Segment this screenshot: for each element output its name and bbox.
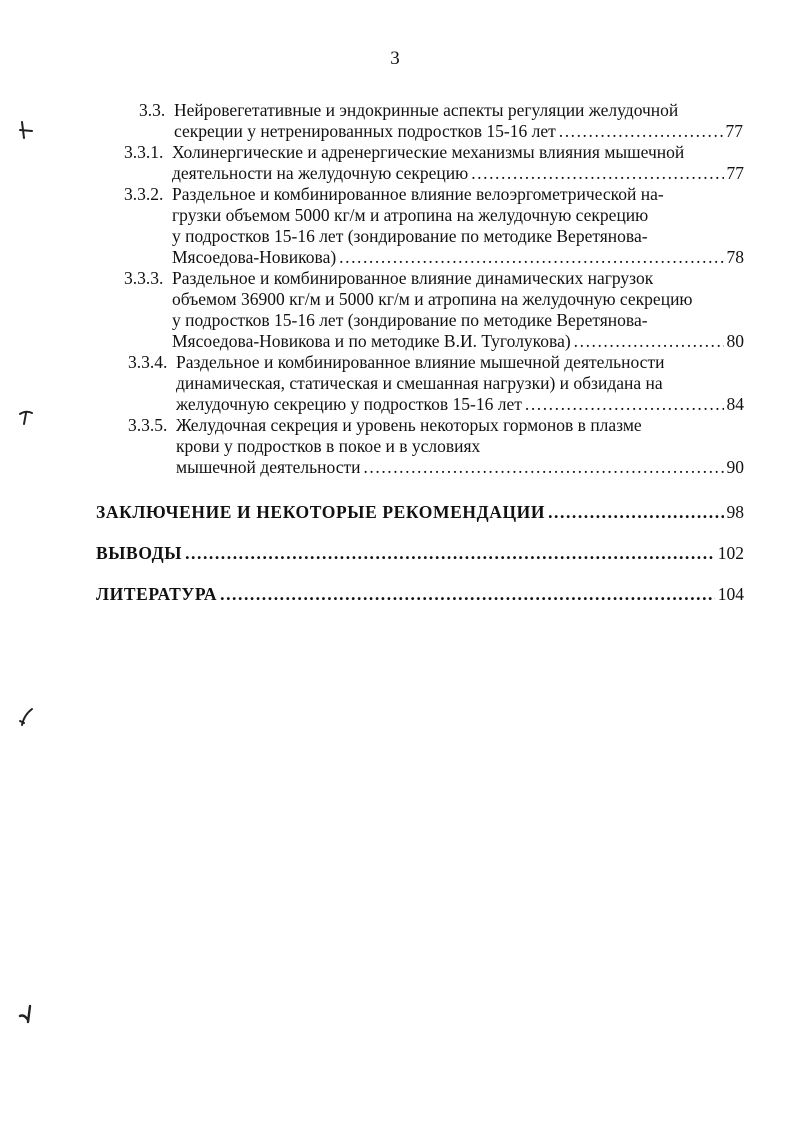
toc-entry-line: Мясоедова-Новикова): [172, 247, 337, 267]
toc-page-number: 78: [726, 247, 744, 267]
toc-entry-3-3-3: [124, 268, 744, 352]
toc-entry-3-3: [139, 100, 743, 142]
toc-entry-line: Нейровегетативные и эндокринные аспекты регуляции желудочной: [174, 100, 679, 120]
toc-entry-last-line: [174, 121, 743, 142]
toc-entry-line: у подростков 15-16 лет (зондирование по методике Веретянова-: [172, 226, 648, 246]
toc-entry-last-line: [172, 163, 744, 184]
toc-page-number: 84: [726, 394, 744, 414]
toc-page-number: 77: [725, 121, 743, 141]
toc-entry-line: Раздельное и комбинированное влияние мышечной деятельности: [176, 352, 665, 372]
toc-entry-line: Раздельное и комбинированное влияние динамических нагрузок: [172, 268, 654, 288]
toc-entry-last-line: [172, 331, 744, 352]
toc-entry-line: секреции у нетренированных подростков 15-16 лет: [174, 121, 556, 141]
toc-entry-line: мышечной деятельности: [176, 457, 361, 477]
margin-mark-icon: [14, 404, 38, 428]
toc-page-number: 102: [717, 543, 744, 563]
dot-leader: [185, 543, 715, 564]
toc-page-number: 104: [717, 584, 744, 604]
toc-entry-number: 3.3.5.: [128, 415, 168, 435]
toc-page-number: 80: [726, 331, 744, 351]
toc-entry-3-3-5: [128, 415, 744, 478]
toc-entry-number: 3.3.: [139, 100, 166, 120]
page-number: 3: [390, 48, 400, 69]
toc-entry-last-line: [176, 394, 744, 415]
toc-page-number: 77: [726, 163, 744, 183]
toc-entry-line: у подростков 15-16 лет (зондирование по методике Веретянова-: [172, 310, 648, 330]
toc-entry-last-line: [172, 247, 744, 268]
toc-entry-3-3-2: [124, 184, 744, 268]
toc-page-number: 90: [726, 457, 744, 477]
toc-entry-number: 3.3.4.: [128, 352, 168, 372]
toc-entry-line: крови у подростков в покое и в условиях: [176, 436, 481, 456]
dot-leader: [339, 247, 723, 268]
toc-page-number: 98: [726, 502, 744, 522]
dot-leader: [471, 163, 723, 184]
toc-major-conclusion: [96, 502, 744, 523]
dot-leader: [559, 121, 723, 142]
dot-leader: [548, 502, 723, 523]
toc-entry-line: грузки объемом 5000 кг/м и атропина на желудочную секрецию: [172, 205, 649, 225]
margin-mark-icon: [14, 118, 38, 142]
toc-major-conclusions: [96, 543, 744, 564]
dot-leader: [574, 331, 724, 352]
toc-entry-line: динамическая, статическая и смешанная нагрузки) и обзидана на: [176, 373, 663, 393]
margin-mark-icon: [14, 705, 38, 729]
toc-entry-number: 3.3.2.: [124, 184, 164, 204]
toc-entry-line: объемом 36900 кг/м и 5000 кг/м и атропина на желудочную секрецию: [172, 289, 693, 309]
toc-entry-line: деятельности на желудочную секрецию: [172, 163, 469, 183]
toc-entry-3-3-1: [124, 142, 744, 184]
toc-entry-line: Холинергические и адренергические механизмы влияния мышечной: [172, 142, 685, 162]
toc-entry-number: 3.3.1.: [124, 142, 164, 162]
toc-entry-line: Мясоедова-Новикова и по методике В.И. Туголукова): [172, 331, 571, 351]
toc-entry-line: Желудочная секреция и уровень некоторых гормонов в плазме: [176, 415, 642, 435]
toc-major-title: ЗАКЛЮЧЕНИЕ И НЕКОТОРЫЕ РЕКОМЕНДАЦИИ: [96, 502, 546, 522]
table-of-contents: [0, 100, 800, 605]
margin-mark-icon: [14, 1002, 38, 1026]
toc-entry-3-3-4: [128, 352, 744, 415]
toc-major-title: ЛИТЕРАТУРА: [96, 584, 218, 604]
dot-leader: [220, 584, 715, 605]
toc-major-title: ВЫВОДЫ: [96, 543, 183, 563]
toc-entry-number: 3.3.3.: [124, 268, 164, 288]
toc-entry-line: желудочную секрецию у подростков 15-16 лет: [176, 394, 522, 414]
dot-leader: [525, 394, 724, 415]
toc-entry-last-line: [176, 457, 744, 478]
dot-leader: [363, 457, 723, 478]
toc-entry-line: Раздельное и комбинированное влияние велоэргометрической на-: [172, 184, 664, 204]
toc-major-literature: [96, 584, 744, 605]
